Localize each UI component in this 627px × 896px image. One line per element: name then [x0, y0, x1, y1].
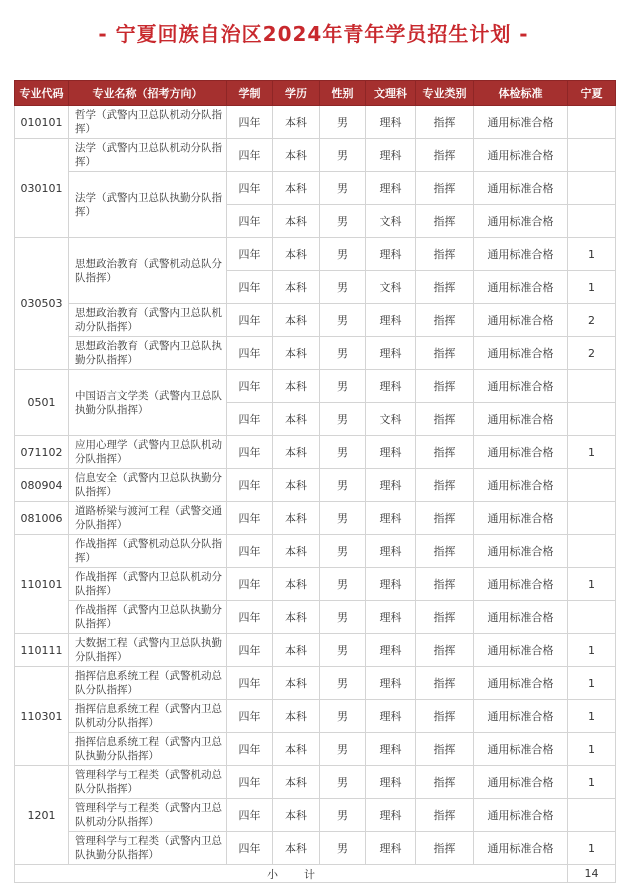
- cell-major: 作战指挥（武警内卫总队执勤分队指挥）: [69, 601, 227, 634]
- cell-gender: 男: [320, 403, 366, 436]
- cell-stream: 理科: [366, 535, 416, 568]
- cell-gender: 男: [320, 106, 366, 139]
- cell-major: 管理科学与工程类（武警机动总队分队指挥）: [69, 766, 227, 799]
- cell-stream: 理科: [366, 238, 416, 271]
- cell-stream: 理科: [366, 634, 416, 667]
- cell-major: 管理科学与工程类（武警内卫总队执勤分队指挥）: [69, 832, 227, 865]
- cell-degree: 本科: [273, 568, 320, 601]
- cell-duration: 四年: [227, 502, 273, 535]
- table-row: [15, 304, 616, 337]
- cell-major: 思想政治教育（武警内卫总队执勤分队指挥）: [69, 337, 227, 370]
- cell-degree: 本科: [273, 535, 320, 568]
- cell-code: 1201: [15, 766, 69, 865]
- cell-major: 道路桥梁与渡河工程（武警交通分队指挥）: [69, 502, 227, 535]
- cell-category: 指挥: [416, 601, 474, 634]
- cell-code: 030503: [15, 238, 69, 370]
- cell-duration: 四年: [227, 337, 273, 370]
- cell-medical: 通用标准合格: [474, 832, 568, 865]
- cell-duration: 四年: [227, 667, 273, 700]
- cell-gender: 男: [320, 667, 366, 700]
- header-medical: 体检标准: [474, 81, 568, 106]
- cell-code: 080904: [15, 469, 69, 502]
- table-row: [15, 799, 616, 832]
- cell-major: 指挥信息系统工程（武警机动总队分队指挥）: [69, 667, 227, 700]
- cell-stream: 理科: [366, 502, 416, 535]
- header-duration: 学制: [227, 81, 273, 106]
- cell-medical: 通用标准合格: [474, 667, 568, 700]
- cell-quota: [568, 403, 616, 436]
- cell-gender: 男: [320, 700, 366, 733]
- cell-medical: 通用标准合格: [474, 601, 568, 634]
- cell-gender: 男: [320, 238, 366, 271]
- cell-duration: 四年: [227, 601, 273, 634]
- cell-duration: 四年: [227, 799, 273, 832]
- table-row: [15, 733, 616, 766]
- cell-degree: 本科: [273, 634, 320, 667]
- cell-major: 哲学（武警内卫总队机动分队指挥）: [69, 106, 227, 139]
- cell-quota: [568, 799, 616, 832]
- table-body: [15, 106, 616, 865]
- cell-category: 指挥: [416, 568, 474, 601]
- cell-medical: 通用标准合格: [474, 403, 568, 436]
- cell-degree: 本科: [273, 766, 320, 799]
- table-row: [15, 832, 616, 865]
- cell-category: 指挥: [416, 304, 474, 337]
- cell-duration: 四年: [227, 403, 273, 436]
- cell-gender: 男: [320, 634, 366, 667]
- header-stream: 文理科: [366, 81, 416, 106]
- cell-gender: 男: [320, 172, 366, 205]
- cell-major: 管理科学与工程类（武警内卫总队机动分队指挥）: [69, 799, 227, 832]
- cell-code: 081006: [15, 502, 69, 535]
- cell-quota: 1: [568, 271, 616, 304]
- table-row: [15, 535, 616, 568]
- cell-degree: 本科: [273, 139, 320, 172]
- cell-degree: 本科: [273, 370, 320, 403]
- cell-degree: 本科: [273, 337, 320, 370]
- cell-medical: 通用标准合格: [474, 766, 568, 799]
- cell-duration: 四年: [227, 766, 273, 799]
- table-row: [15, 667, 616, 700]
- cell-quota: [568, 535, 616, 568]
- table-row: [15, 238, 616, 271]
- cell-gender: 男: [320, 733, 366, 766]
- cell-stream: 文科: [366, 271, 416, 304]
- cell-duration: 四年: [227, 568, 273, 601]
- cell-quota: 2: [568, 337, 616, 370]
- cell-category: 指挥: [416, 799, 474, 832]
- cell-code: 071102: [15, 436, 69, 469]
- cell-quota: 1: [568, 436, 616, 469]
- cell-stream: 理科: [366, 370, 416, 403]
- cell-code: 030101: [15, 139, 69, 238]
- cell-medical: 通用标准合格: [474, 271, 568, 304]
- cell-gender: 男: [320, 832, 366, 865]
- cell-duration: 四年: [227, 832, 273, 865]
- cell-medical: 通用标准合格: [474, 106, 568, 139]
- table-row: [15, 172, 616, 205]
- cell-stream: 理科: [366, 106, 416, 139]
- table-row: [15, 700, 616, 733]
- cell-major: 作战指挥（武警机动总队分队指挥）: [69, 535, 227, 568]
- cell-medical: 通用标准合格: [474, 799, 568, 832]
- cell-degree: 本科: [273, 238, 320, 271]
- cell-duration: 四年: [227, 700, 273, 733]
- header-quota: 宁夏: [568, 81, 616, 106]
- cell-duration: 四年: [227, 106, 273, 139]
- cell-medical: 通用标准合格: [474, 535, 568, 568]
- cell-degree: 本科: [273, 205, 320, 238]
- cell-code: 010101: [15, 106, 69, 139]
- cell-gender: 男: [320, 601, 366, 634]
- cell-medical: 通用标准合格: [474, 436, 568, 469]
- cell-medical: 通用标准合格: [474, 337, 568, 370]
- cell-category: 指挥: [416, 106, 474, 139]
- cell-category: 指挥: [416, 502, 474, 535]
- cell-stream: 文科: [366, 205, 416, 238]
- cell-quota: 1: [568, 733, 616, 766]
- table-row: [15, 370, 616, 403]
- cell-stream: 理科: [366, 700, 416, 733]
- cell-degree: 本科: [273, 436, 320, 469]
- header-major: 专业名称（招考方向）: [69, 81, 227, 106]
- cell-gender: 男: [320, 337, 366, 370]
- table-row: [15, 106, 616, 139]
- cell-stream: 理科: [366, 172, 416, 205]
- enrollment-plan-table: [14, 80, 616, 883]
- cell-quota: [568, 106, 616, 139]
- cell-category: 指挥: [416, 403, 474, 436]
- cell-category: 指挥: [416, 370, 474, 403]
- cell-major: 大数据工程（武警内卫总队执勤分队指挥）: [69, 634, 227, 667]
- header-code: 专业代码: [15, 81, 69, 106]
- cell-quota: 1: [568, 700, 616, 733]
- total-value: 14: [568, 865, 616, 883]
- cell-quota: [568, 172, 616, 205]
- cell-category: 指挥: [416, 766, 474, 799]
- cell-duration: 四年: [227, 733, 273, 766]
- cell-code: 110301: [15, 667, 69, 766]
- cell-stream: 理科: [366, 337, 416, 370]
- cell-degree: 本科: [273, 832, 320, 865]
- cell-duration: 四年: [227, 634, 273, 667]
- cell-degree: 本科: [273, 304, 320, 337]
- cell-gender: 男: [320, 436, 366, 469]
- cell-duration: 四年: [227, 139, 273, 172]
- table-row: [15, 337, 616, 370]
- cell-degree: 本科: [273, 502, 320, 535]
- cell-code: 0501: [15, 370, 69, 436]
- cell-degree: 本科: [273, 403, 320, 436]
- cell-stream: 理科: [366, 436, 416, 469]
- cell-category: 指挥: [416, 733, 474, 766]
- cell-quota: [568, 205, 616, 238]
- cell-quota: [568, 469, 616, 502]
- cell-quota: 1: [568, 766, 616, 799]
- header-degree: 学历: [273, 81, 320, 106]
- cell-medical: 通用标准合格: [474, 172, 568, 205]
- cell-stream: 理科: [366, 667, 416, 700]
- cell-major: 思想政治教育（武警机动总队分队指挥）: [69, 238, 227, 304]
- cell-category: 指挥: [416, 436, 474, 469]
- cell-duration: 四年: [227, 370, 273, 403]
- cell-degree: 本科: [273, 271, 320, 304]
- cell-category: 指挥: [416, 634, 474, 667]
- cell-degree: 本科: [273, 172, 320, 205]
- cell-stream: 理科: [366, 832, 416, 865]
- cell-gender: 男: [320, 469, 366, 502]
- cell-quota: 1: [568, 667, 616, 700]
- cell-stream: 理科: [366, 601, 416, 634]
- cell-medical: 通用标准合格: [474, 139, 568, 172]
- cell-duration: 四年: [227, 304, 273, 337]
- header-category: 专业类别: [416, 81, 474, 106]
- cell-duration: 四年: [227, 535, 273, 568]
- table-header-row: [15, 81, 616, 106]
- cell-quota: 2: [568, 304, 616, 337]
- cell-gender: 男: [320, 139, 366, 172]
- cell-gender: 男: [320, 205, 366, 238]
- cell-major: 法学（武警内卫总队机动分队指挥）: [69, 139, 227, 172]
- cell-stream: 理科: [366, 139, 416, 172]
- cell-category: 指挥: [416, 172, 474, 205]
- cell-medical: 通用标准合格: [474, 304, 568, 337]
- cell-gender: 男: [320, 799, 366, 832]
- cell-quota: 1: [568, 634, 616, 667]
- table-row: [15, 436, 616, 469]
- cell-major: 思想政治教育（武警内卫总队机动分队指挥）: [69, 304, 227, 337]
- cell-code: 110101: [15, 535, 69, 634]
- table-row: [15, 766, 616, 799]
- cell-quota: [568, 601, 616, 634]
- cell-gender: 男: [320, 568, 366, 601]
- cell-gender: 男: [320, 535, 366, 568]
- page-title: - 宁夏回族自治区2024年青年学员招生计划 -: [98, 22, 529, 46]
- cell-gender: 男: [320, 766, 366, 799]
- cell-category: 指挥: [416, 469, 474, 502]
- cell-medical: 通用标准合格: [474, 469, 568, 502]
- table-row: [15, 139, 616, 172]
- cell-category: 指挥: [416, 337, 474, 370]
- cell-duration: 四年: [227, 205, 273, 238]
- cell-category: 指挥: [416, 832, 474, 865]
- cell-medical: 通用标准合格: [474, 502, 568, 535]
- table-row: [15, 502, 616, 535]
- cell-medical: 通用标准合格: [474, 370, 568, 403]
- cell-degree: 本科: [273, 106, 320, 139]
- table-row: [15, 469, 616, 502]
- cell-degree: 本科: [273, 799, 320, 832]
- cell-duration: 四年: [227, 469, 273, 502]
- table-row: [15, 601, 616, 634]
- cell-gender: 男: [320, 370, 366, 403]
- cell-medical: 通用标准合格: [474, 238, 568, 271]
- cell-stream: 理科: [366, 766, 416, 799]
- cell-quota: [568, 370, 616, 403]
- cell-major: 中国语言文学类（武警内卫总队执勤分队指挥）: [69, 370, 227, 436]
- cell-degree: 本科: [273, 667, 320, 700]
- table-row: [15, 568, 616, 601]
- cell-duration: 四年: [227, 271, 273, 304]
- cell-code: 110111: [15, 634, 69, 667]
- cell-major: 指挥信息系统工程（武警内卫总队机动分队指挥）: [69, 700, 227, 733]
- cell-duration: 四年: [227, 172, 273, 205]
- cell-major: 指挥信息系统工程（武警内卫总队执勤分队指挥）: [69, 733, 227, 766]
- cell-stream: 理科: [366, 568, 416, 601]
- cell-category: 指挥: [416, 139, 474, 172]
- cell-degree: 本科: [273, 700, 320, 733]
- total-label: 小计: [15, 865, 568, 883]
- cell-duration: 四年: [227, 436, 273, 469]
- cell-medical: 通用标准合格: [474, 733, 568, 766]
- cell-stream: 理科: [366, 469, 416, 502]
- cell-stream: 理科: [366, 799, 416, 832]
- cell-quota: 1: [568, 832, 616, 865]
- cell-quota: [568, 502, 616, 535]
- cell-medical: 通用标准合格: [474, 700, 568, 733]
- cell-stream: 理科: [366, 733, 416, 766]
- cell-medical: 通用标准合格: [474, 634, 568, 667]
- cell-stream: 文科: [366, 403, 416, 436]
- cell-stream: 理科: [366, 304, 416, 337]
- cell-degree: 本科: [273, 733, 320, 766]
- cell-degree: 本科: [273, 601, 320, 634]
- cell-category: 指挥: [416, 205, 474, 238]
- cell-gender: 男: [320, 502, 366, 535]
- cell-category: 指挥: [416, 271, 474, 304]
- cell-gender: 男: [320, 304, 366, 337]
- cell-major: 法学（武警内卫总队执勤分队指挥）: [69, 172, 227, 238]
- header-gender: 性别: [320, 81, 366, 106]
- cell-degree: 本科: [273, 469, 320, 502]
- cell-category: 指挥: [416, 667, 474, 700]
- cell-quota: 1: [568, 238, 616, 271]
- cell-gender: 男: [320, 271, 366, 304]
- cell-medical: 通用标准合格: [474, 568, 568, 601]
- cell-quota: [568, 139, 616, 172]
- cell-major: 应用心理学（武警内卫总队机动分队指挥）: [69, 436, 227, 469]
- cell-duration: 四年: [227, 238, 273, 271]
- cell-major: 作战指挥（武警内卫总队机动分队指挥）: [69, 568, 227, 601]
- cell-category: 指挥: [416, 535, 474, 568]
- cell-category: 指挥: [416, 238, 474, 271]
- total-row: [15, 865, 616, 883]
- table-row: [15, 634, 616, 667]
- cell-category: 指挥: [416, 700, 474, 733]
- cell-quota: 1: [568, 568, 616, 601]
- cell-medical: 通用标准合格: [474, 205, 568, 238]
- cell-major: 信息安全（武警内卫总队执勤分队指挥）: [69, 469, 227, 502]
